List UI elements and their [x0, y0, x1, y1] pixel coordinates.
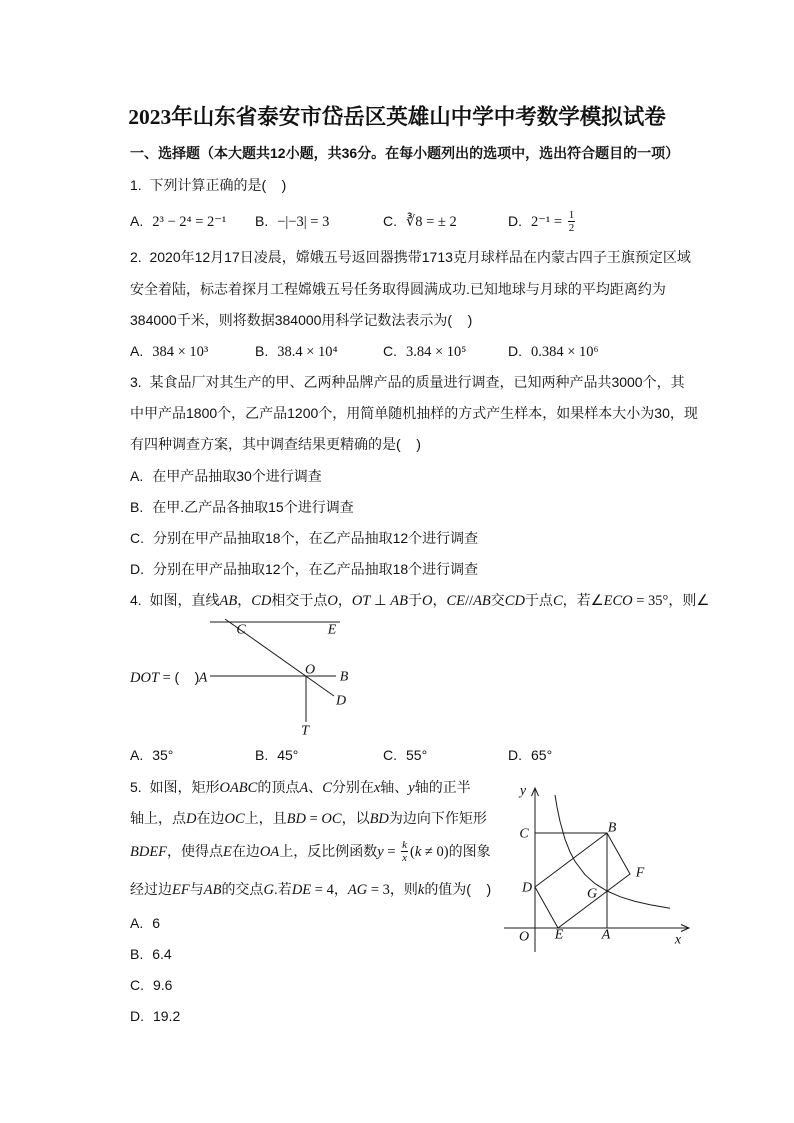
question-5-stem-line [130, 836, 491, 867]
question-5-stem-line [130, 803, 487, 834]
math-variable: C [552, 593, 563, 609]
fraction-denominator: 2 [568, 222, 575, 235]
math-variable: DOT [130, 670, 160, 686]
text-run: ( ) [174, 669, 200, 685]
math-variable: AG [347, 882, 368, 898]
option-label: A. [130, 468, 144, 484]
question-1-stem: 1. 下列计算正确的是( ) [130, 177, 287, 193]
option-label: A. [130, 343, 144, 359]
fraction-denominator: x [402, 852, 408, 865]
math-variable: CD [251, 593, 272, 609]
question-3-option-c [130, 523, 478, 554]
math-variable: A [299, 780, 309, 796]
question-3-stem-line: 中甲产品1800个，乙产品1200个，用简单随机抽样的方式产生样本，如果样本大小为30，现 [130, 405, 698, 421]
question-1-option-d [508, 206, 577, 237]
math-variable: BD [369, 811, 389, 827]
question-4-option-d [508, 740, 552, 771]
text-run: 、 [308, 779, 323, 795]
option-label: A. [130, 915, 144, 931]
text-run: 的交点 [221, 881, 264, 897]
math-variable: D [186, 811, 197, 827]
axis-label-x: x [674, 932, 682, 948]
math-expression: 384 × 10³ [152, 344, 209, 360]
math-expression: 3.84 × 10⁵ [406, 344, 467, 360]
math-variable: OC [321, 811, 342, 827]
point-label-g: G [586, 886, 598, 902]
option-text: 在甲.乙产品各抽取15个进行调查 [152, 499, 354, 515]
question-4-option-c [383, 740, 427, 771]
text-run: ， [432, 592, 447, 608]
point-label-o: O [518, 929, 530, 945]
option-label: C. [383, 213, 397, 229]
math-variable: CD [504, 593, 525, 609]
math-variable: y [408, 780, 415, 796]
text-run: 的顶点 [257, 779, 300, 795]
question-5-option-a [130, 908, 160, 939]
text-run: 轴的正半 [414, 779, 471, 795]
option-text: 分别在甲产品抽取18个，在乙产品抽取12个进行调查 [153, 530, 479, 546]
option-label: D. [130, 561, 144, 577]
point-label-b: B [607, 820, 617, 836]
question-4-figure [190, 610, 360, 740]
option-expression [406, 213, 457, 229]
text-run: 为边向下作矩形 [388, 810, 487, 826]
question-2-stem-line: 安全着陆，标志着探月工程嫦娥五号任务取得圆满成功.已知地球与月球的平均距离约为 [130, 281, 666, 297]
text-run: 的值为( ) [424, 881, 492, 897]
option-expression [277, 343, 337, 359]
option-text: 35° [152, 747, 174, 763]
math-variable: BDEF [130, 844, 168, 860]
question-5-option-b [130, 939, 172, 970]
point-label-c: C [519, 826, 529, 842]
option-label: B. [255, 747, 269, 763]
option-label: D. [508, 213, 522, 229]
question-1-option-b [255, 206, 329, 237]
option-expression [531, 343, 599, 359]
fraction [401, 840, 408, 864]
math-expression: ∠ [696, 593, 710, 609]
question-2-stem-line: 2. 2020年12月17日凌晨，嫦娥五号返回器携带1713克月球样品在内蒙古四子王旗预定区域 [130, 249, 691, 265]
point-label-t: T [301, 723, 309, 739]
math-variable: AB [203, 882, 222, 898]
option-expression [406, 343, 466, 359]
point-label-d: D [335, 693, 347, 709]
option-label: C. [130, 977, 144, 993]
question-5-stem-line [130, 772, 471, 803]
text-run: 于 [407, 592, 422, 608]
math-variable: AB [473, 593, 491, 609]
option-label: B. [130, 499, 144, 515]
option-text: 分别在甲产品抽取12个，在乙产品抽取18个进行调查 [153, 561, 479, 577]
text-run: 轴、 [380, 779, 409, 795]
point-label-d: D [521, 880, 533, 896]
question-2-option-d [508, 336, 599, 367]
math-variable: OT [351, 593, 371, 609]
math-expression: ⊥ [370, 593, 391, 609]
question-4-option-a [130, 740, 173, 771]
question-3-option-d [130, 554, 478, 585]
text-run: 的图象 [448, 843, 491, 859]
point-label-a: A [601, 927, 611, 943]
option-label: C. [383, 747, 397, 763]
math-variable: k [417, 882, 425, 898]
question-2-option-a [130, 336, 208, 367]
question-1-option-a [130, 206, 226, 237]
question-5-option-c [130, 970, 172, 1001]
math-variable: OABC [219, 780, 258, 796]
text-run: ，则 [668, 592, 697, 608]
option-text: 9.6 [153, 977, 173, 993]
text-run: 5. 如图，矩形 [130, 779, 220, 795]
text-run: 4. 如图，直线 [130, 592, 220, 608]
math-expression: −|−3| = 3 [277, 214, 330, 230]
question-3-option-a [130, 461, 322, 492]
text-run: ，以 [341, 810, 370, 826]
math-expression: 0.384 × 10⁶ [531, 344, 599, 360]
rectangle-bdef [535, 833, 630, 928]
question-4-stem-end [130, 662, 199, 693]
text-run: 与 [189, 881, 204, 897]
point-label-o: O [304, 662, 316, 678]
text-run: 分别在 [331, 779, 374, 795]
hyperbola-curve [555, 795, 670, 908]
math-variable: x [373, 780, 381, 796]
math-expression: ≠ 0) [421, 844, 449, 860]
math-variable: ECO [603, 593, 633, 609]
math-variable: DE [291, 882, 312, 898]
text-run: 上，且 [244, 810, 287, 826]
question-3-stem-line: 有四种调查方案，其中调查结果更精确的是( ) [130, 436, 421, 452]
math-variable: k [414, 844, 422, 860]
text-run: ， [237, 592, 252, 608]
option-label: D. [130, 1008, 144, 1024]
option-expression [277, 213, 329, 229]
option-text: 6.4 [152, 946, 172, 962]
text-run: ，使得点 [167, 843, 224, 859]
point-label-e: E [327, 622, 337, 638]
option-expression [531, 209, 577, 235]
option-label: C. [383, 343, 397, 359]
math-variable: OA [259, 844, 280, 860]
question-3-option-b [130, 492, 354, 523]
axis-label-y: y [519, 783, 527, 799]
math-expression: = 3 [367, 882, 390, 898]
text-run: ，若 [562, 592, 591, 608]
option-label: B. [130, 946, 144, 962]
option-text: 55° [406, 747, 428, 763]
question-3-stem-line: 3. 某食品厂对其生产的甲、乙两种品牌产品的质量进行调查，已知两种产品共3000个，其 [130, 374, 685, 390]
text-run: ， [337, 592, 352, 608]
point-label-a: A [198, 670, 208, 686]
point-label-f: F [635, 865, 645, 881]
fraction-numerator: k [402, 839, 408, 852]
text-run: 于点 [524, 592, 553, 608]
option-text: 6 [152, 915, 161, 931]
option-text: 在甲产品抽取30个进行调查 [152, 468, 322, 484]
math-expression: // [465, 593, 474, 609]
option-expression [152, 213, 226, 229]
math-variable: EF [172, 882, 190, 898]
option-label: D. [508, 343, 522, 359]
text-run: 在边 [231, 843, 260, 859]
math-variable: G [263, 882, 274, 898]
math-expression: = [159, 670, 175, 686]
math-expression: ( [410, 844, 415, 860]
point-label-b: B [339, 669, 349, 685]
math-expression: 38.4 × 10⁴ [277, 344, 338, 360]
question-2-option-c [383, 336, 466, 367]
question-5-stem-line [130, 874, 491, 905]
math-expression: 2³ − 2⁴ = 2⁻¹ [152, 214, 227, 230]
math-variable: C [322, 780, 332, 796]
math-expression: = 4 [311, 882, 334, 898]
math-variable: CE [446, 593, 465, 609]
question-2-stem-line: 384000千米，则将数据384000用科学记数法表示为( ) [130, 312, 473, 328]
fraction [568, 210, 576, 234]
text-run: .若 [273, 881, 292, 897]
option-expression [152, 343, 208, 359]
math-variable: O [327, 593, 338, 609]
question-5-option-d [130, 1001, 180, 1032]
question-4-option-b [255, 740, 298, 771]
text-run: ， [333, 881, 348, 897]
text-run: 交 [490, 592, 505, 608]
math-variable: E [223, 844, 232, 860]
option-label: C. [130, 530, 144, 546]
text-run: ，则 [389, 881, 418, 897]
math-expression: 2⁻¹ = [531, 214, 566, 230]
option-label: B. [255, 213, 269, 229]
option-label: A. [130, 747, 144, 763]
text-run: 轴上，点 [130, 810, 186, 826]
text-run: 上，反比例函数 [279, 843, 378, 859]
math-expression: = 35° [632, 593, 669, 609]
math-variable: y [377, 844, 384, 860]
text-run: 相交于点 [271, 592, 328, 608]
option-text: 19.2 [153, 1008, 181, 1024]
question-2-option-b [255, 336, 338, 367]
option-label: A. [130, 213, 144, 229]
text-run: 在边 [196, 810, 225, 826]
text-run: 经过边 [130, 881, 172, 897]
question-1-option-c [383, 206, 457, 237]
point-label-e: E [554, 927, 564, 943]
point-label-c: C [236, 622, 246, 638]
math-expression: = [305, 811, 322, 827]
section-header: 一、选择题（本大题共12小题，共36分。在每小题列出的选项中，选出符合题目的一项） [130, 145, 680, 161]
question-5-figure [500, 780, 695, 955]
math-expression: = [383, 844, 400, 860]
math-variable: OC [224, 811, 245, 827]
fraction-numerator: 1 [568, 209, 575, 222]
option-text: 65° [531, 747, 553, 763]
page-title: 2023年山东省泰安市岱岳区英雄山中学中考数学模拟试卷 [128, 105, 666, 129]
math-variable: AB [219, 593, 238, 609]
option-label: B. [255, 343, 269, 359]
option-text: 45° [277, 747, 299, 763]
math-variable: AB [390, 593, 408, 609]
math-expression: ∠ [590, 593, 604, 609]
math-variable: O [421, 593, 433, 609]
math-expression: ∛8 = ± 2 [406, 214, 457, 230]
math-variable: BD [286, 811, 306, 827]
option-label: D. [508, 747, 522, 763]
